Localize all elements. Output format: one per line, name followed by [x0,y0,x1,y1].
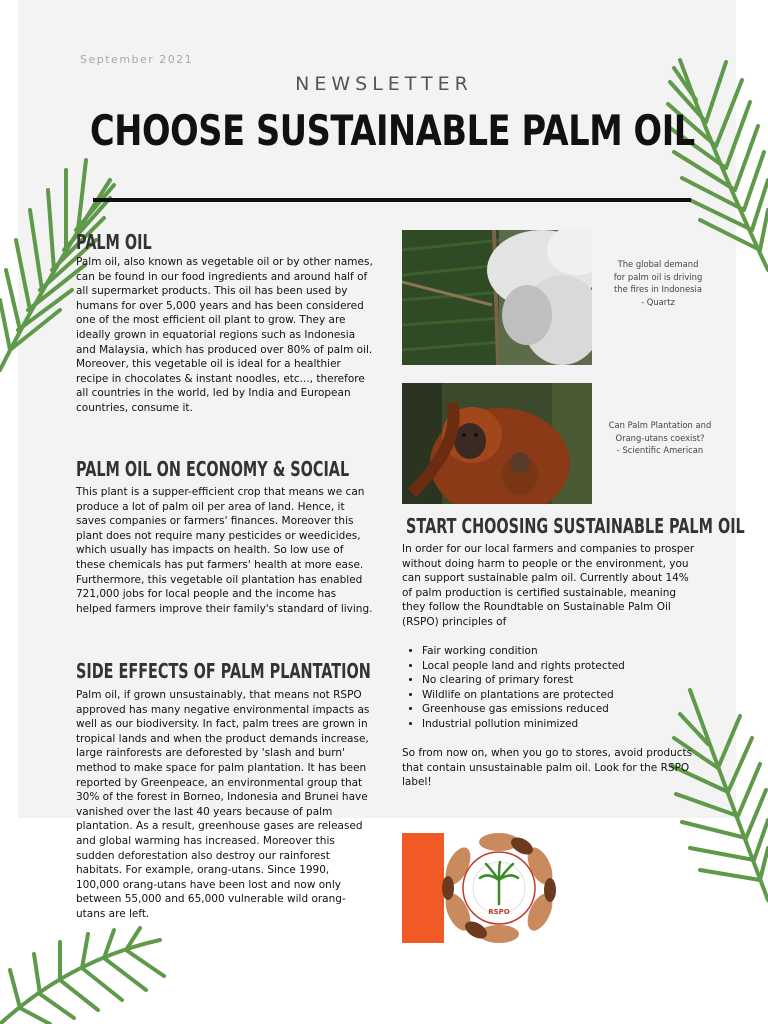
heading-side-effects: SIDE EFFECTS OF PALM PLANTATION [76,659,371,683]
side-effects-body: Palm oil, if grown unsustainably, that means not RSPO approved has many negative environmental impacts as well as our biodiversity. In fact, palm trees are grown in tropical lands and when the product demands increase, large rainforests are deforested by 'slash and burn' method to make space for palm plantation. It has been reported by Greenpeace, an environmental group that 30% of the forest in Borneo, Indonesia and Brunei have vanished over the last 40 years because of palm plantation. As a result, greenhouse gases are released and global warming has increased. Moreover this sudden deforestation also destroy our rainforest habitats. For example, orang-utans. Since 1990, 100,000 orang-utans have been lost and now only between 55,000 and 65,000 vulnerable wild orang-utans are left. [76,689,370,920]
heading-start-choosing: START CHOOSING SUSTAINABLE PALM OIL [406,514,745,538]
palm-oil-body: Palm oil, also known as vegetable oil or by other names, can be found in our food ingredients and around half of all supermarket products. This oil has been used by humans for over 5,000 years and has been considered one of the most efficient oil plant to grow. They are ideally grown in equatorial regions such as Indonesia and Malaysia, which has produced over 80% of palm oil. Moreover, this vegetable oil is ideal for a healthier recipe in chocolates & instant noodles, etc..., therefore all countries in the world, led by India and European countries, consume it. [76,256,373,414]
closing-text: So from now on, when you go to stores, avoid products that contain unsustainable palm oil. Look for the RSPO label! [402,747,693,789]
newsletter-kicker: NEWSLETTER [295,73,473,95]
title-divider [93,198,691,202]
list-item: • Local people land and rights protected [422,659,722,674]
list-item: • Greenhouse gas emissions reduced [422,702,722,717]
economy-body: This plant is a supper-efficient crop that means we can produce a lot of palm oil per area of land. Hence, it saves companies or farmers' finances. Moreover this plant does not require many pesticides or weedicides, which usually has impacts on health. So low use of these chemicals has put farmers' health at more ease. Furthermore, this vegetable oil plantation has enabled 721,000 jobs for local people and the income has helped farmers improve their family's standard of living. [76,486,373,615]
caption-line: the fires in Indonesia [614,284,702,294]
list-item: • Fair working condition [422,644,722,659]
start-choosing-body: In order for our local farmers and companies to prosper without doing harm to people or the environment, you can support sustainable palm oil. Currently about 14% of palm production is certified sustainable, meaning they follow the Roundtable on Sustainable Palm Oil (RSPO) principles of [402,543,695,628]
caption-line: - Quartz [641,296,675,307]
forest-fire-photo [402,230,592,365]
orangutan-photo-caption [594,419,726,457]
rspo-principles-list [402,644,722,732]
issue-date: September 2021 [80,53,194,66]
caption-line: - Scientific American [616,445,704,455]
caption-line: Orang-utans coexist? [615,432,705,443]
list-item: • No clearing of primary forest [422,673,722,688]
heading-palm-oil: PALM OIL [76,230,152,254]
list-item: • Wildlife on plantations are protected [422,688,722,703]
orange-accent-bar [402,833,444,943]
rspo-logo [440,832,558,944]
caption-line: for palm oil is driving [613,271,703,282]
fire-photo-caption [592,258,724,308]
orangutan-photo [402,383,592,504]
caption-line: The global demand [617,259,699,269]
heading-economy-social: PALM OIL ON ECONOMY & SOCIAL [76,457,350,481]
list-item: • Industrial pollution minimized [422,717,722,732]
page-title: CHOOSE SUSTAINABLE PALM OIL [90,106,695,155]
rspo-label: RSPO [488,908,510,916]
caption-line: Can Palm Plantation and [608,420,712,430]
